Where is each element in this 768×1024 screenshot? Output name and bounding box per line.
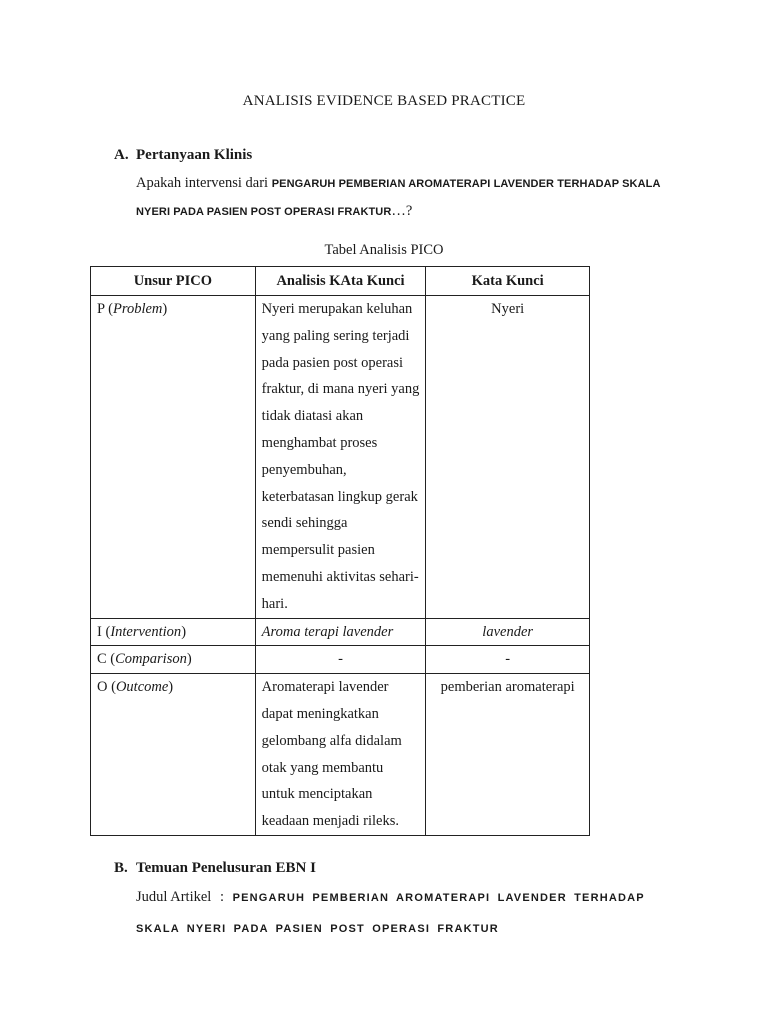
row-outcome-element: O (Outcome)	[91, 674, 256, 836]
row-comparison-keyword: -	[426, 646, 590, 674]
header-kata-kunci: Kata Kunci	[426, 267, 590, 296]
question-topic-line-2: NYERI PADA PASIEN POST OPERASI FRAKTUR	[136, 206, 392, 218]
row-intervention-element: I (Intervention)	[91, 618, 256, 646]
header-unsur-pico: Unsur PICO	[91, 267, 256, 296]
clinical-question	[136, 170, 676, 226]
row-intervention-label: Intervention	[110, 623, 182, 640]
article-entry	[136, 882, 678, 944]
table-row-outcome	[91, 674, 590, 836]
pico-table	[90, 266, 590, 836]
section-a-title: Pertanyaan Klinis	[136, 147, 253, 163]
section-a-letter: A.	[114, 147, 129, 163]
row-intervention-code: I	[97, 623, 102, 640]
row-problem-element: P (Problem)	[91, 296, 256, 619]
document-title: ANALISIS EVIDENCE BASED PRACTICE	[242, 93, 526, 109]
table-row-problem	[91, 296, 590, 619]
article-separator: :	[219, 889, 224, 905]
row-outcome-code: O	[97, 679, 108, 696]
row-outcome-keyword: pemberian aromaterapi	[426, 674, 590, 836]
row-outcome-analysis: Aromaterapi lavender dapat meningkatkan gelombang alfa didalam otak yang membantu untuk menciptakan keadaan menjadi rileks.	[255, 674, 426, 836]
row-comparison-code: C	[97, 651, 107, 668]
section-b-letter: B.	[114, 860, 128, 876]
row-comparison-label: Comparison	[115, 651, 187, 668]
row-problem-analysis: Nyeri merupakan keluhan yang paling sering terjadi pada pasien post operasi fraktur, di mana nyeri yang tidak diatasi akan menghambat proses penyembuhan, keterbatasan lingkup gerak sendi sehingga mempersulit pasien memenuhi aktivitas sehari-hari.	[255, 296, 426, 619]
table-caption: Tabel Analisis PICO	[324, 242, 444, 258]
row-comparison-element: C (Comparison)	[91, 646, 256, 674]
row-problem-code: P	[97, 301, 105, 317]
table-header-row	[91, 267, 590, 296]
section-b-heading	[114, 860, 316, 877]
row-problem-keyword: Nyeri	[426, 296, 590, 619]
table-row-comparison	[91, 646, 590, 674]
question-prefix: Apakah intervensi dari	[136, 175, 272, 191]
article-label: Judul Artikel	[136, 889, 212, 905]
row-outcome-label: Outcome	[115, 679, 169, 696]
row-intervention-keyword: lavender	[426, 618, 590, 646]
question-topic-line-1: PENGARUH PEMBERIAN AROMATERAPI LAVENDER TERHADAP SKALA	[271, 178, 661, 190]
row-intervention-analysis: Aroma terapi lavender	[255, 618, 426, 646]
clinical-question-line-1	[136, 170, 676, 198]
article-title: PENGARUH PEMBERIAN AROMATERAPI LAVENDER TERHADAP SKALA NYERI PADA PASIEN POST OPERASI FRAKTUR	[136, 892, 645, 935]
row-problem-label: Problem	[113, 301, 163, 317]
section-b-title: Temuan Penelusuran EBN I	[136, 860, 316, 876]
header-analisis-kata-kunci: Analisis KAta Kunci	[255, 267, 426, 296]
row-comparison-analysis: -	[255, 646, 426, 674]
section-a-heading	[114, 147, 252, 164]
clinical-question-line-2	[136, 198, 676, 226]
question-suffix: …?	[391, 203, 413, 219]
table-row-intervention	[91, 618, 590, 646]
